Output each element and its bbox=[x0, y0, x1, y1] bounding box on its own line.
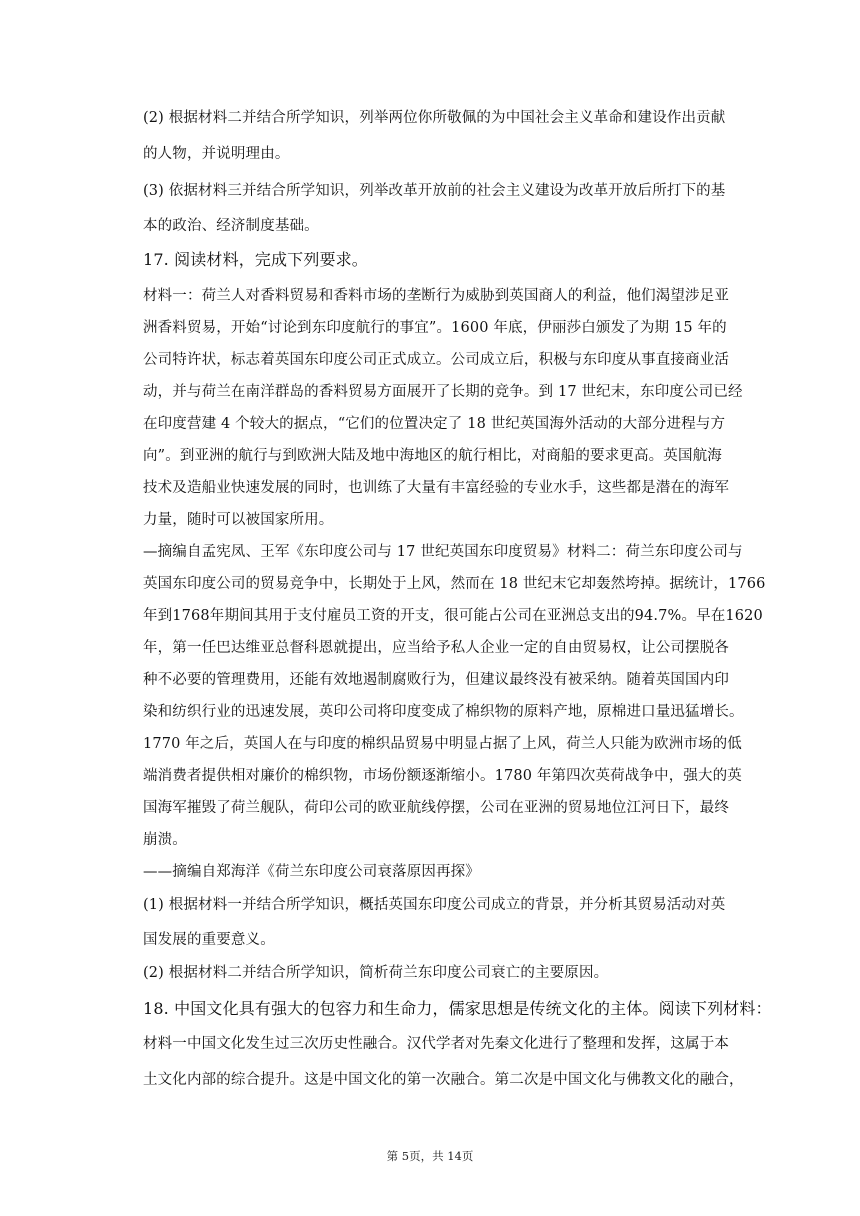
page-footer: 第 5页，共 14页 bbox=[386, 1149, 474, 1163]
source-citation: ——摘编自郑海洋《荷兰东印度公司衰落原因再探》 bbox=[143, 864, 480, 880]
text-line: 年，第一任巴达维亚总督科恩就提出，应当给予私人企业一定的自由贸易权，让公司摆脱各 bbox=[143, 640, 729, 656]
text-line: 在印度营建 4 个较大的据点，“它们的位置决定了 18 世纪英国海外活动的大部分进程与方 bbox=[143, 416, 726, 432]
text-line: 洲香料贸易，开始“讨论到东印度航行的事宜”。1600 年底，伊丽莎白颁发了为期 15 年的 bbox=[143, 320, 727, 336]
text-line: 年到1768年期间其用于支付雇员工资的开支，很可能占公司在亚洲总支出的94.7%。早在1620 bbox=[143, 608, 763, 624]
text-line: 材料一：荷兰人对香料贸易和香料市场的垄断行为威胁到英国商人的利益，他们渴望涉足亚 bbox=[143, 288, 729, 304]
text-line: 动，并与荷兰在南洋群岛的香料贸易方面展开了长期的竞争。到 17 世纪末，东印度公司已经 bbox=[143, 384, 743, 400]
source-citation: —摘编自孟宪凤、王军《东印度公司与 17 世纪英国东印度贸易》材料二：荷兰东印度公司与 bbox=[143, 544, 743, 560]
question-17-heading: 17. 阅读材料，完成下列要求。 bbox=[143, 250, 368, 269]
text-line: 材料一中国文化发生过三次历史性融合。汉代学者对先秦文化进行了整理和发挥，这属于本 bbox=[143, 1036, 729, 1052]
text-line: 本的政治、经济制度基础。 bbox=[143, 218, 319, 234]
text-line: 公司特许状，标志着英国东印度公司正式成立。公司成立后，积极与东印度从事直接商业活 bbox=[143, 352, 729, 368]
text-line: 技术及造船业快速发展的同时，也训练了大量有丰富经验的专业水手，这些都是潜在的海军 bbox=[143, 480, 729, 496]
text-line: 土文化内部的综合提升。这是中国文化的第一次融合。第二次是中国文化与佛教文化的融合， bbox=[143, 1072, 744, 1088]
text-line: 向”。到亚洲的航行与到欧洲大陆及地中海地区的航行相比，对商船的要求更高。英国航海 bbox=[143, 448, 722, 464]
text-line: 英国东印度公司的贸易竞争中，长期处于上风，然而在 18 世纪末它却轰然垮掉。据统计，1766 bbox=[143, 576, 766, 592]
text-line: 崩溃。 bbox=[143, 832, 187, 848]
text-line: 的人物，并说明理由。 bbox=[143, 146, 290, 162]
text-line: 染和纺织行业的迅速发展，英印公司将印度变成了棉织物的原料产地，原棉进口量迅猛增长。 bbox=[143, 704, 744, 720]
text-line: 种不必要的管理费用，还能有效地遏制腐败行为，但建议最终没有被采纳。随着英国国内印 bbox=[143, 672, 729, 688]
text-line: (3) 依据材料三并结合所学知识，列举改革开放前的社会主义建设为改革开放后所打下的基 bbox=[143, 183, 726, 199]
text-line: 国发展的重要意义。 bbox=[143, 932, 275, 948]
text-line: 力量，随时可以被国家所用。 bbox=[143, 512, 334, 528]
text-line: (2) 根据材料二并结合所学知识，列举两位你所敬佩的为中国社会主义革命和建设作出贡献 bbox=[143, 110, 726, 126]
text-line: 端消费者提供相对廉价的棉织物，市场份额逐渐缩小。1780 年第四次英荷战争中，强大的英 bbox=[143, 768, 742, 784]
text-line: (2) 根据材料二并结合所学知识，简析荷兰东印度公司衰亡的主要原因。 bbox=[143, 965, 609, 981]
text-line: 1770 年之后，英国人在与印度的棉织品贸易中明显占据了上风，荷兰人只能为欧洲市场的低 bbox=[143, 736, 742, 752]
text-line: 国海军摧毁了荷兰舰队，荷印公司的欧亚航线停摆，公司在亚洲的贸易地位江河日下，最终 bbox=[143, 800, 729, 816]
text-line: (1) 根据材料一并结合所学知识，概括英国东印度公司成立的背景，并分析其贸易活动对英 bbox=[143, 897, 726, 913]
question-18-heading: 18. 中国文化具有强大的包容力和生命力，儒家思想是传统文化的主体。阅读下列材料： bbox=[143, 999, 772, 1018]
